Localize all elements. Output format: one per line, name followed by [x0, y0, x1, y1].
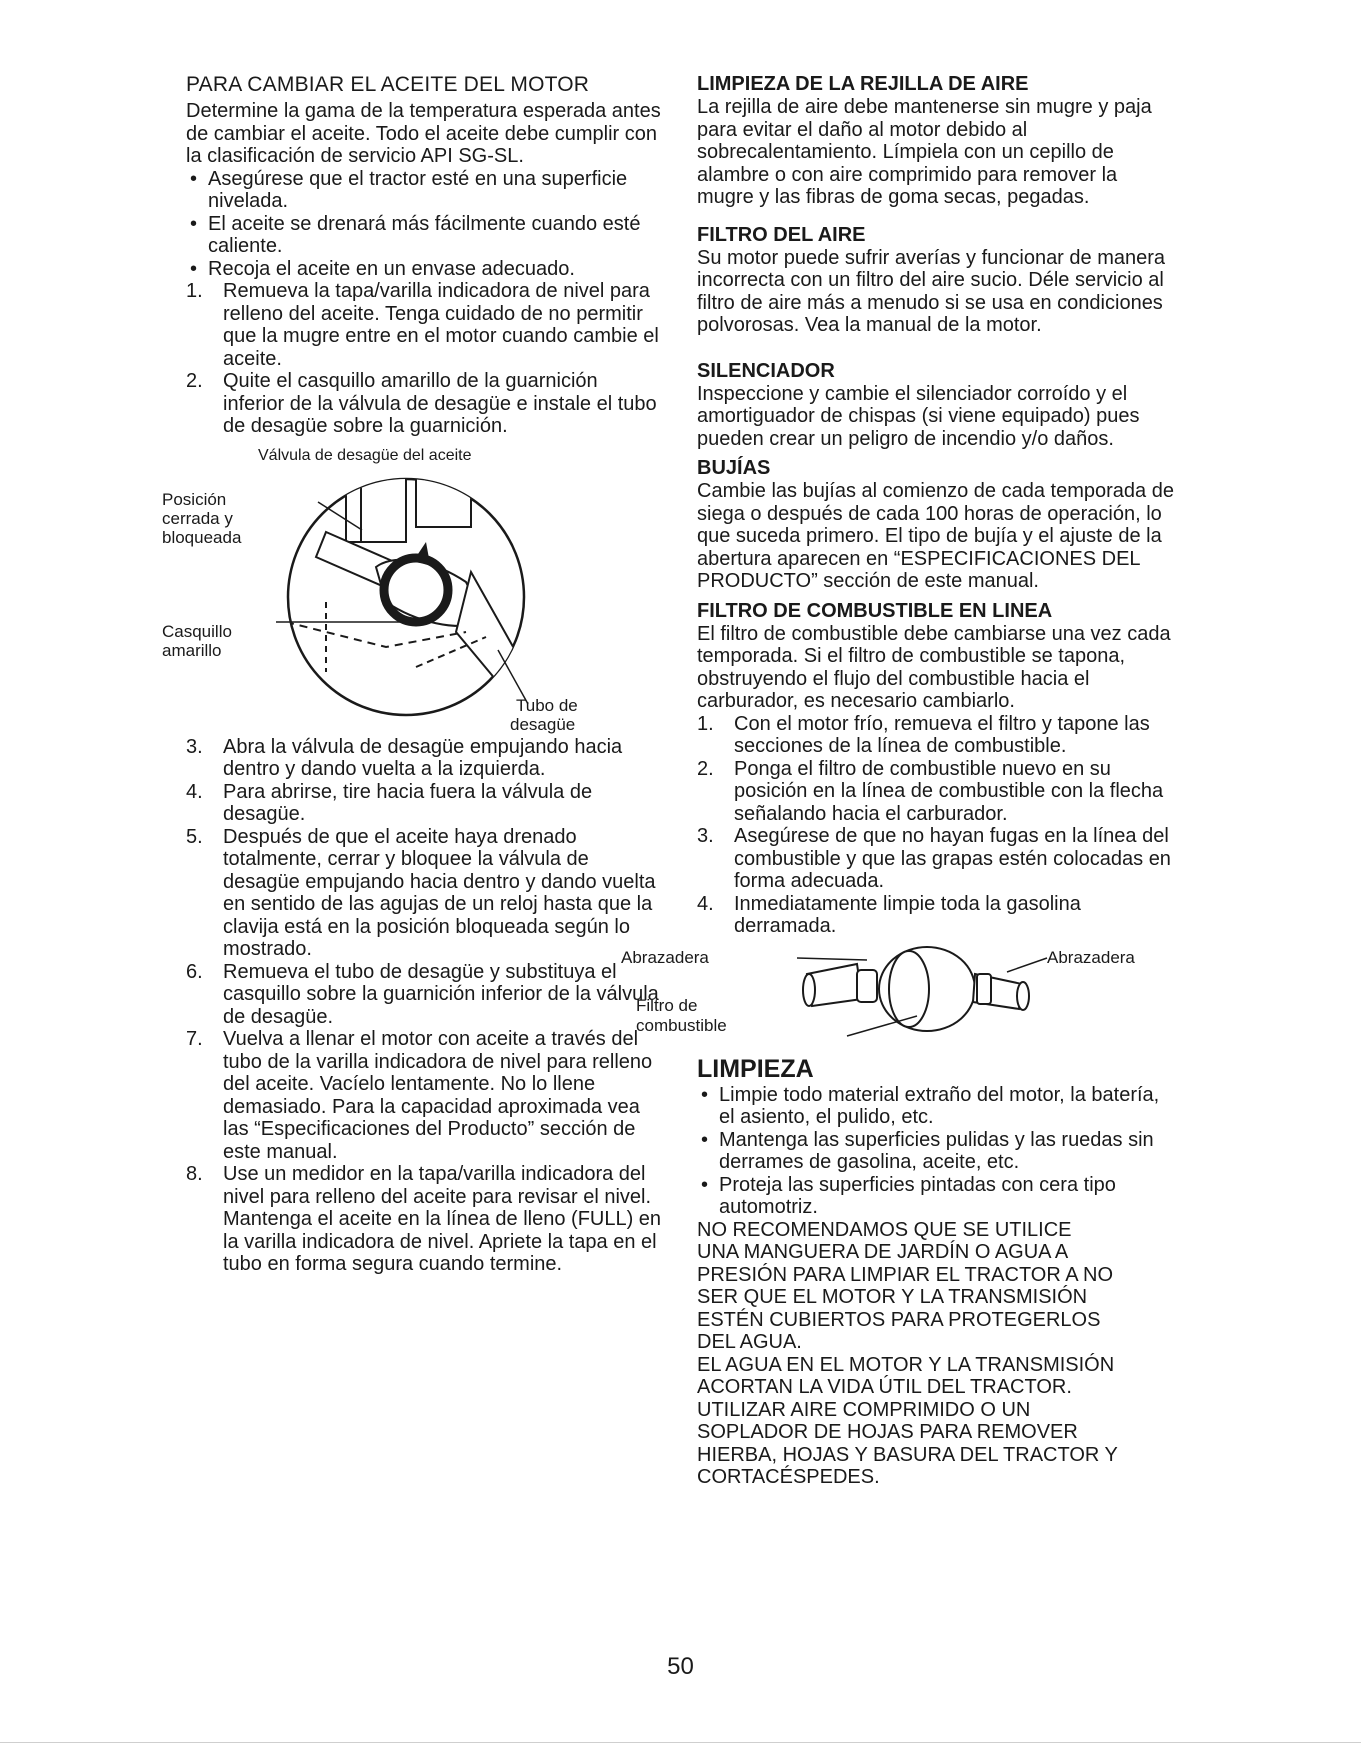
list-item: 6. Remueva el tubo de desagüe y substituya el casquillo sobre la guarnición inferior de la válvula de desagüe. — [186, 960, 659, 1028]
label-filtro-de: Filtro de — [636, 995, 698, 1015]
paragraph-rejilla: La rejilla de aire debe mantenerse sin mugre y paja para evitar el daño al motor debido al sobrecalentamiento. Límpiela con un cepillo de alambre o con aire comprimido para remover la mugre y las fibras de goma secas, pegadas. — [697, 96, 1152, 208]
list-item: 7. Vuelva a llenar el motor con aceite a través del tubo de la varilla indicadora de nivel para relleno del aceite. Vacíelo lentamente. No lo llene demasiado. Para la capacidad aproximada vea las “Especificaciones del Producto” sección de este manual. — [186, 1028, 653, 1163]
list-item: 4. Inmediatamente limpie toda la gasolina derramada. — [697, 892, 1081, 937]
list-item: 8. Use un medidor en la tapa/varilla indicadora del nivel para relleno del aceite para revisar el nivel. Mantenga el aceite en la línea de lleno (FULL) en la varilla indicadora de nivel. Apriete la tapa en el tubo en forma segura cuando termine. — [186, 1163, 662, 1275]
combustible-steps-list — [697, 713, 1177, 938]
list-item: 1. Con el motor frío, remueva el filtro y tapone las secciones de la línea de combustible. — [697, 712, 1150, 757]
caps-line: PRESIÓN PARA LIMPIAR EL TRACTOR A NO — [697, 1263, 1114, 1286]
caps-line: NO RECOMENDAMOS QUE SE UTILICE — [697, 1218, 1072, 1241]
label-abrazadera-left: Abrazadera — [621, 947, 709, 967]
caps-line: SER QUE EL MOTOR Y LA TRANSMISIÓN — [697, 1286, 1088, 1308]
caps-line: SOPLADOR DE HOJAS PARA REMOVER — [697, 1421, 1078, 1443]
page-number: 50 — [667, 1653, 694, 1680]
list-item: 5. Después de que el aceite haya drenado totalmente, cerrar y bloquee la válvula de desagüe empujando hacia dentro y dando vuelta en sentido de las agujas de un reloj hasta que la clavija está en la posición bloqueada según lo mostrado. — [186, 825, 656, 960]
heading-rejilla: LIMPIEZA DE LA REJILLA DE AIRE — [697, 73, 1029, 95]
list-item: 3. Abra la válvula de desagüe empujando hacia dentro y dando vuelta a la izquierda. — [186, 735, 623, 780]
heading-bujias: BUJÍAS — [697, 457, 771, 479]
label-abrazadera-right: Abrazadera — [1047, 947, 1135, 967]
figure-caption: Válvula de desagüe del aceite — [258, 446, 472, 464]
steps-list-a — [186, 280, 662, 438]
bottom-divider — [0, 1742, 1361, 1743]
label-posicion: Posición — [162, 489, 227, 509]
steps-list-b — [186, 736, 662, 1276]
list-item: 3. Asegúrese de que no hayan fugas en la línea del combustible y que las grapas estén colocadas en forma adecuada. — [697, 825, 1171, 892]
paragraph-bujias: Cambie las bujías al comienzo de cada temporada de siega o después de cada 100 horas de operación, lo que suceda primero. El tipo de bujía y el ajuste de la abertura aparecen en “ESPECIFICACIONES DEL PRODUCTO” sección de este manual. — [697, 480, 1174, 592]
section-title-cambiar-aceite: PARA CAMBIAR EL ACEITE DEL MOTOR — [186, 73, 590, 96]
caps-line: CORTACÉSPEDES. — [697, 1466, 880, 1488]
label-casquillo: Casquillo — [162, 621, 232, 641]
heading-limpieza: LIMPIEZA — [697, 1054, 814, 1083]
warning-caps-block — [697, 1219, 1177, 1489]
label-tubo: Tubo de — [516, 695, 578, 715]
list-item: 4. Para abrirse, tire hacia fuera la válvula de desagüe. — [186, 780, 593, 825]
heading-filtro-combustible: FILTRO DE COMBUSTIBLE EN LINEA — [697, 599, 1053, 622]
list-item: • Mantenga las superficies pulidas y las ruedas sin derrames de gasolina, aceite, etc. — [701, 1128, 1154, 1173]
label-bloqueada: bloqueada — [162, 527, 242, 547]
heading-silenciador: SILENCIADOR — [697, 359, 835, 382]
list-item: 2. Ponga el filtro de combustible nuevo en su posición en la línea de combustible con la flecha señalando hacia el carburador. — [697, 757, 1164, 825]
caps-line: EL AGUA EN EL MOTOR Y LA TRANSMISIÓN — [697, 1353, 1115, 1376]
paragraph-filtro-aire: Su motor puede sufrir averías y funcionar de manera incorrecta con un filtro del aire sucio. Déle servicio al filtro de aire más a menudo si se usa en condiciones polvorosas. Vea la manual de la motor. — [697, 246, 1166, 336]
caps-line: UNA MANGUERA DE JARDÍN O AGUA A — [697, 1241, 1069, 1263]
caps-line: HIERBA, HOJAS Y BASURA DEL TRACTOR Y — [697, 1443, 1118, 1466]
list-item: 1. Remueva la tapa/varilla indicadora de nivel para relleno del aceite. Tenga cuidado de no permitir que la mugre entre en el motor cuando cambie el aceite. — [186, 280, 659, 370]
label-desague: desagüe — [510, 714, 576, 734]
drain-valve-figure — [162, 446, 662, 736]
list-item: • El aceite se drenará más fácilmente cuando esté caliente. — [190, 212, 641, 257]
caps-line: ESTÉN CUBIERTOS PARA PROTEGERLOS — [697, 1308, 1101, 1331]
list-item: • Asegúrese que el tractor esté en una superficie nivelada. — [190, 167, 628, 212]
caps-line: UTILIZAR AIRE COMPRIMIDO O UN — [697, 1398, 1031, 1421]
intro-paragraph: Determine la gama de la temperatura esperada antes de cambiar el aceite. Todo el aceite debe cumplir con la clasificación de servicio API SG-SL. — [186, 100, 661, 167]
paragraph-filtro-combustible: El filtro de combustible debe cambiarse una vez cada temporada. Si el filtro de combustible se tapona, obstruyendo el flujo del combustible hacia el carburador, es necesario cambiarlo. — [697, 622, 1171, 712]
left-column — [162, 72, 662, 1276]
caps-line: DEL AGUA. — [697, 1331, 802, 1353]
list-item: 2. Quite el casquillo amarillo de la guarnición inferior de la válvula de desagüe e instale el tubo de desagüe sobre la guarnición. — [186, 370, 657, 437]
prep-bullet-list — [186, 168, 662, 281]
list-item: • Proteja las superficies pintadas con cera tipo automotriz. — [701, 1173, 1116, 1218]
list-item: • Limpie todo material extraño del motor, la batería, el asiento, el pulido, etc. — [701, 1083, 1160, 1128]
fuel-filter-figure — [621, 944, 1177, 1054]
label-cerrada: cerrada y — [162, 508, 233, 528]
caps-line: ACORTAN LA VIDA ÚTIL DEL TRACTOR. — [697, 1376, 1072, 1398]
right-column — [621, 72, 1177, 1489]
limpieza-bullet-list — [697, 1084, 1177, 1219]
paragraph-silenciador: Inspeccione y cambie el silenciador corroído y el amortiguador de chispas (si viene equipado) pues pueden crear un peligro de incendio y/o daños. — [697, 382, 1140, 450]
fuel-filter-illustration — [797, 944, 1057, 1044]
label-combustible: combustible — [636, 1015, 727, 1035]
list-item: • Recoja el aceite en un envase adecuado. — [190, 257, 575, 280]
label-amarillo: amarillo — [162, 640, 222, 660]
drain-valve-illustration — [266, 472, 606, 732]
heading-filtro-aire: FILTRO DEL AIRE — [697, 223, 866, 246]
